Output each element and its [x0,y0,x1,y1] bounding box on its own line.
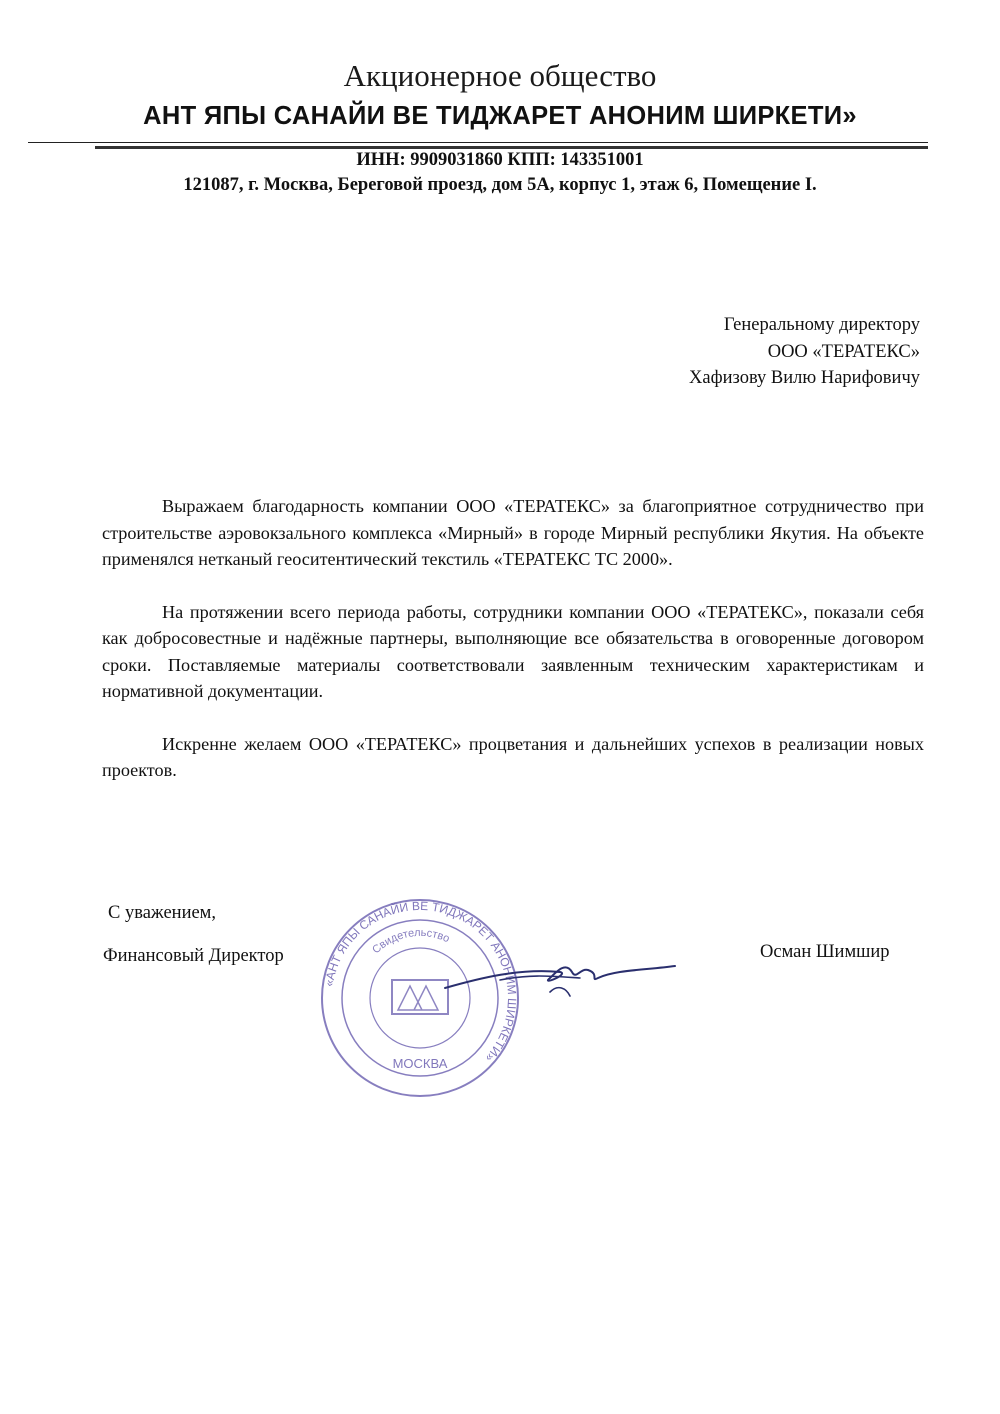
body-paragraph-1: Выражаем благодарность компании ООО «ТЕРАТЕКС» за благоприятное сотрудничество при строительстве аэровокзального комплекса «Мирный» в городе Мирный республики Якутия. На объекте применялся нетканый геоситентический текстиль «ТЕРАТЕКС ТС 2000». [102,496,924,569]
recipient-title: Генеральному директору [723,315,920,335]
recipient-name: Хафизову Вилю Нарифовичу [689,368,920,388]
letterhead-inn-kpp: ИНН: 9909031860 КПП: 143351001 [356,150,644,170]
closing-phrase: С уважением, [108,903,217,923]
stamp-city: МОСКВА [392,1056,448,1071]
letterhead-address: 121087, г. Москва, Береговой проезд, дом 5А, корпус 1, этаж 6, Помещение I. [183,175,817,195]
signer-position: Финансовый Директор [103,946,284,966]
letterhead-org-type: Акционерное общество [343,58,657,93]
letterhead-divider-thick [95,146,928,149]
body-paragraph-2: На протяжении всего периода работы, сотрудники компании ООО «ТЕРАТЕКС», показали себя как добросовестные и надёжные партнеры, выполняющие все обязательства в оговоренные договором сроки. Поставляемые материалы соответствовали заявленным техническим характеристикам и нормативной документации. [102,601,924,701]
letterhead-divider [28,142,928,143]
signer-name: Осман Шимшир [760,942,890,962]
recipient-block [689,312,920,392]
letter-body [102,493,924,784]
handwritten-signature [440,948,680,1008]
stamp-outer-text: «АНТ ЯПЫ САНАЙИ ВЕ ТИДЖАРЕТ АНОНИМ ШИРКЕТИ» [321,898,520,1065]
recipient-company: ООО «ТЕРАТЕКС» [767,341,920,362]
stamp-inner-text: Свидетельство [370,926,452,957]
body-paragraph-3: Искренне желаем ООО «ТЕРАТЕКС» процветания и дальнейших успехов в реализации новых проектов. [102,733,924,780]
letterhead-company-name: АНТ ЯПЫ САНАЙИ ВЕ ТИДЖАРЕТ АНОНИМ ШИРКЕТИ» [143,102,857,130]
